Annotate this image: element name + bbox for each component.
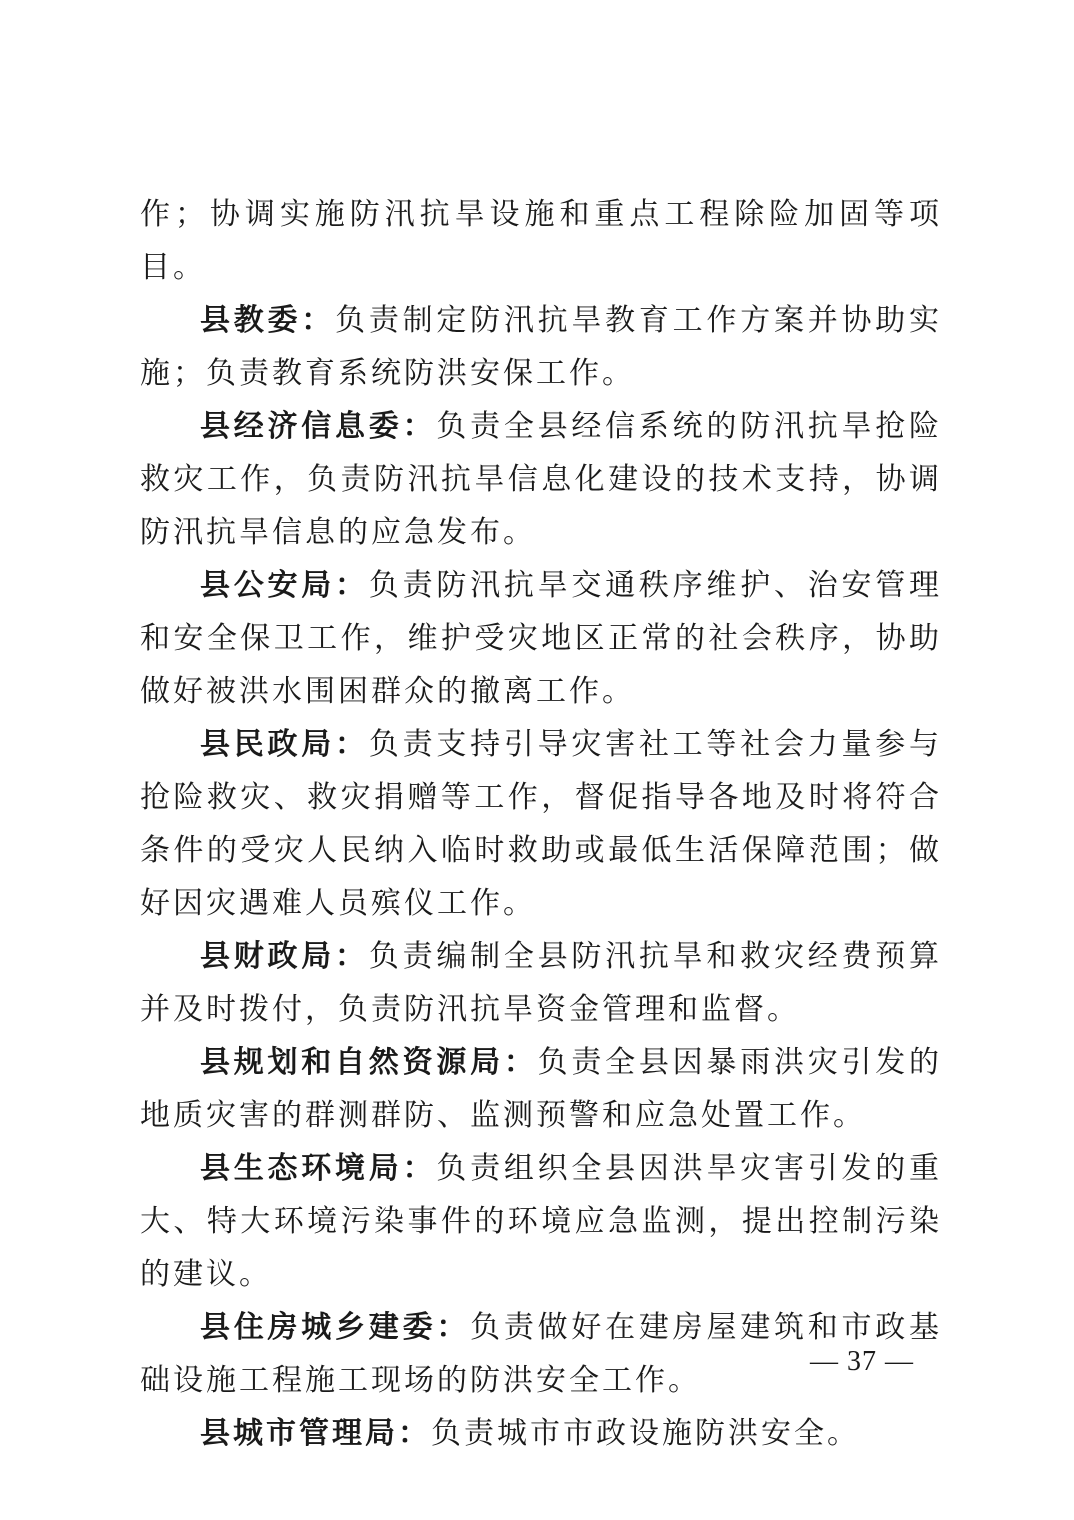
dept-duty: 负责防汛抗旱交通秩序维护、治安管理和安全保卫工作，维护受灾地区正常的社会秩序，协助做好被洪水围困群众的撤离工作。 <box>140 568 943 709</box>
dept-name: 县城市管理局： <box>200 1416 431 1451</box>
dept-duty: 负责编制全县防汛抗旱和救灾经费预算并及时拨付，负责防汛抗旱资金管理和监督。 <box>140 939 943 1027</box>
intro-continuation: 作；协调实施防汛抗旱设施和重点工程除险加固等项目。 <box>140 197 942 285</box>
dept-duty: 负责制定防汛抗旱教育工作方案并协助实施；负责教育系统防洪安保工作。 <box>140 303 943 391</box>
dept-duty: 负责城市市政设施防洪安全。 <box>431 1416 860 1451</box>
dept-name: 县住房城乡建委： <box>200 1310 471 1345</box>
dept-name: 县经济信息委： <box>200 409 437 444</box>
dept-duty: 负责全县经信系统的防汛抗旱抢险救灾工作，负责防汛抗旱信息化建设的技术支持，协调防汛抗旱信息的应急发布。 <box>140 409 943 550</box>
page-number: — 37 — <box>810 1346 914 1377</box>
paragraph-civil-affairs-bureau <box>140 718 942 930</box>
dept-duty: 负责全县因暴雨洪灾引发的地质灾害的群测群防、监测预警和应急处置工作。 <box>140 1045 943 1133</box>
dept-name: 县财政局： <box>200 939 369 974</box>
paragraph-planning-natural-resources-bureau <box>140 1036 942 1142</box>
document-body <box>140 188 942 1460</box>
paragraph-economy-info-commission <box>140 400 942 559</box>
dept-duty: 负责组织全县因洪旱灾害引发的重大、特大环境污染事件的环境应急监测，提出控制污染的建议。 <box>140 1151 943 1292</box>
dept-name: 县生态环境局： <box>200 1151 437 1186</box>
dept-name: 县教委： <box>200 303 336 338</box>
paragraph-finance-bureau <box>140 930 942 1036</box>
paragraph-education-commission <box>140 294 942 400</box>
dept-duty: 负责做好在建房屋建筑和市政基础设施工程施工现场的防洪安全工作。 <box>140 1310 943 1398</box>
dept-name: 县民政局： <box>200 727 369 762</box>
paragraph-urban-management-bureau <box>140 1407 942 1460</box>
dept-duty: 负责支持引导灾害社工等社会力量参与抢险救灾、救灾捐赠等工作，督促指导各地及时将符合条件的受灾人民纳入临时救助或最低生活保障范围；做好因灾遇难人员殡仪工作。 <box>140 727 943 921</box>
paragraph-public-security-bureau <box>140 559 942 718</box>
dept-name: 县公安局： <box>200 568 369 603</box>
dept-name: 县规划和自然资源局： <box>200 1045 538 1080</box>
paragraph-ecology-environment-bureau <box>140 1142 942 1301</box>
